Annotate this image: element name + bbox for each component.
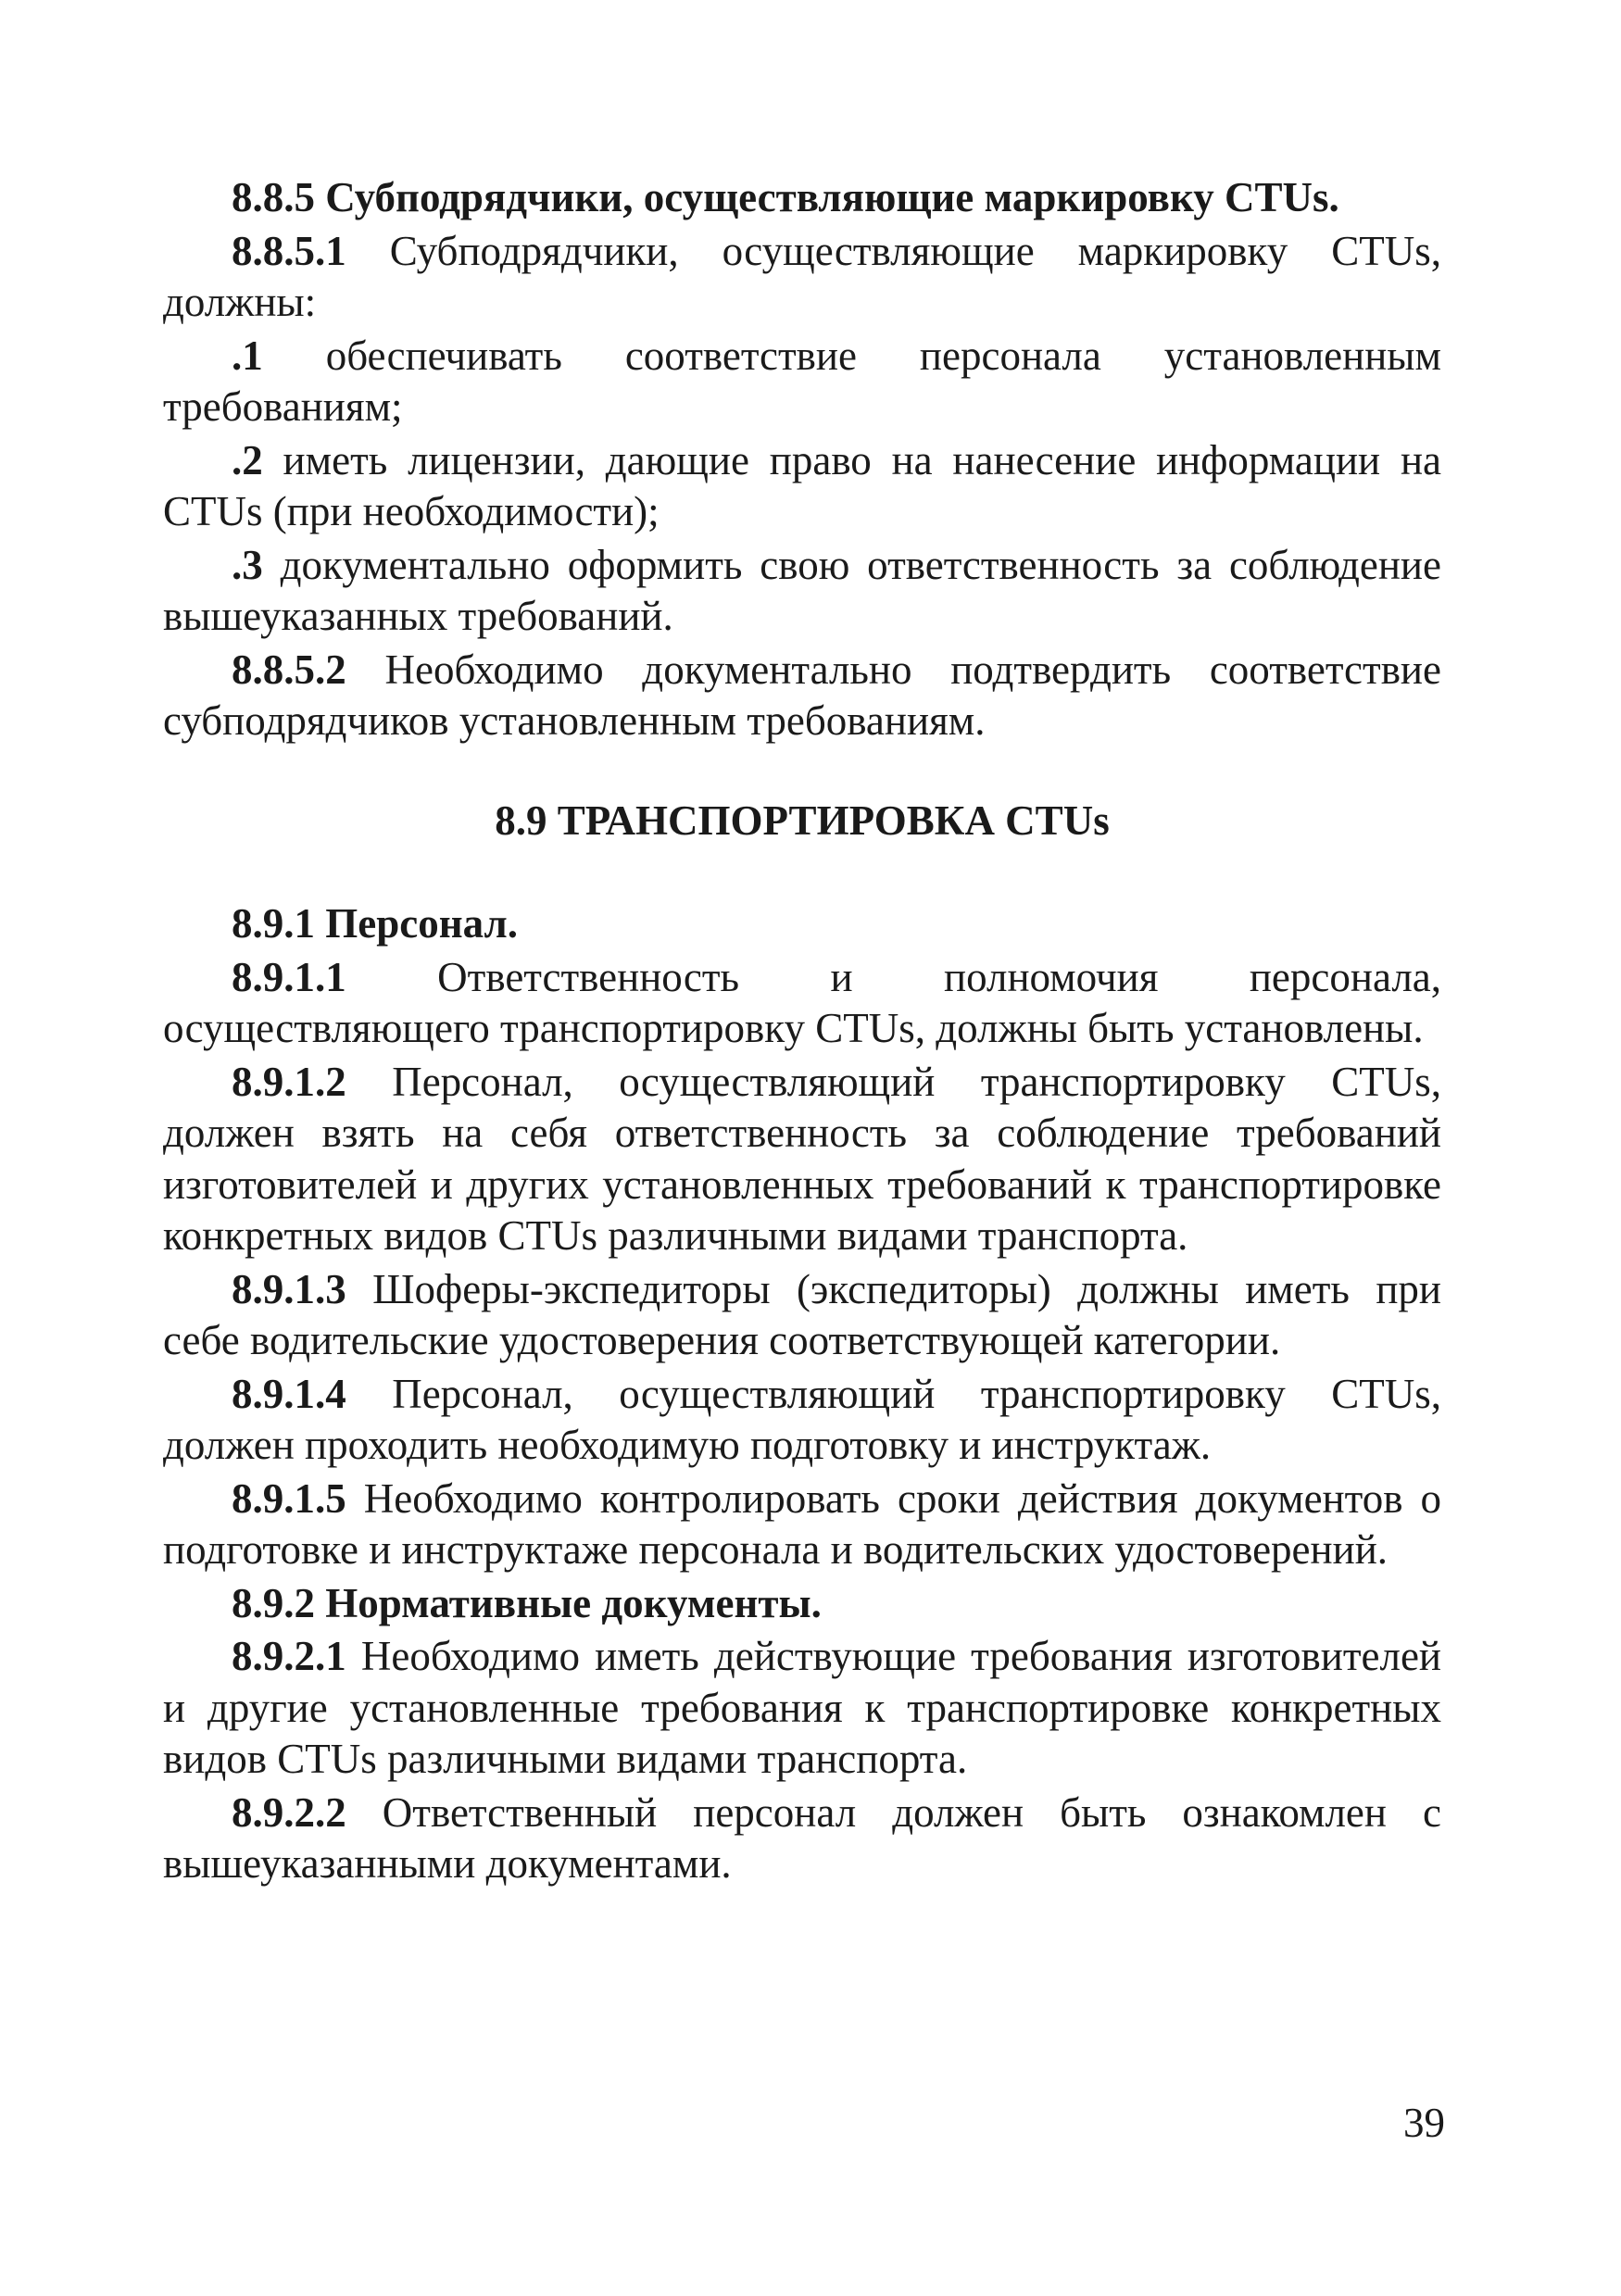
clause-paragraph [163, 645, 1441, 747]
clause-text: Необходимо иметь действующие требования изготовителей и другие установленные требования к транспортировке конкретных видов CTUs различными видами транспорта. [163, 1633, 1441, 1782]
clause-paragraph [163, 1057, 1441, 1262]
clause-number: 8.8.5.2 [232, 646, 346, 693]
list-item [163, 331, 1441, 433]
clause-number: 8.9.1 [232, 900, 315, 947]
item-number: .2 [232, 436, 263, 483]
clause-text: Необходимо контролировать сроки действия документов о подготовке и инструктаже персонала и водительских удостоверений. [163, 1474, 1441, 1573]
clause-paragraph [163, 226, 1441, 329]
clause-number: 8.9.1.3 [232, 1265, 346, 1312]
list-item [163, 540, 1441, 643]
heading-text: Персонал. [315, 900, 519, 947]
heading-text: Субподрядчики, осуществляющие маркировку CTUs. [315, 174, 1339, 220]
subsection-heading [163, 1578, 1441, 1630]
list-item [163, 435, 1441, 538]
document-page [163, 172, 1441, 1892]
clause-number: 8.9.2.2 [232, 1788, 346, 1836]
clause-paragraph [163, 1369, 1441, 1472]
clause-text: Субподрядчики, осуществляющие маркировку CTUs, должны: [163, 227, 1441, 325]
clause-number: 8.9.1.4 [232, 1370, 346, 1417]
clause-number: 8.9.1.5 [232, 1474, 346, 1522]
clause-paragraph [163, 952, 1441, 1055]
clause-text: Шоферы-экспедиторы (экспедиторы) должны иметь при себе водительские удостоверения соответствующей категории. [163, 1265, 1441, 1363]
clause-number: 8.8.5 [232, 174, 315, 220]
subsection-heading [163, 898, 1441, 950]
item-text: обеспечивать соответствие персонала установленным требованиям; [163, 332, 1441, 430]
clause-paragraph [163, 1788, 1441, 1890]
clause-text: Персонал, осуществляющий транспортировку CTUs, должен взять на себя ответственность за соблюдение требований изготовителей и других установленных требований к транспортировке конкретных видов CTUs различными видами транспорта. [163, 1058, 1441, 1259]
clause-number: 8.9.2.1 [232, 1633, 346, 1679]
heading-text: Нормативные документы. [315, 1579, 822, 1626]
clause-paragraph [163, 1474, 1441, 1576]
clause-number: 8.9.1.1 [232, 953, 346, 1000]
page-number: 39 [1403, 2100, 1445, 2146]
clause-text: Необходимо документально подтвердить соответствие субподрядчиков установленным требованиям. [163, 646, 1441, 744]
clause-number: 8.8.5.1 [232, 227, 346, 274]
section-title: 8.9 ТРАНСПОРТИРОВКА CTUs [495, 797, 1110, 844]
clause-number: 8.9.1.2 [232, 1058, 346, 1105]
item-text: документально оформить свою ответственность за соблюдение вышеуказанных требований. [163, 541, 1441, 639]
subsection-heading [163, 172, 1441, 224]
clause-number: 8.9.2 [232, 1579, 315, 1626]
item-number: .1 [232, 332, 263, 379]
clause-paragraph [163, 1631, 1441, 1786]
clause-paragraph [163, 1264, 1441, 1367]
clause-text: Ответственность и полномочия персонала, осуществляющего транспортировку CTUs, должны быть установлены. [163, 953, 1441, 1051]
clause-text: Персонал, осуществляющий транспортировку CTUs, должен проходить необходимую подготовку и инструктаж. [163, 1370, 1441, 1468]
item-number: .3 [232, 541, 263, 588]
clause-text: Ответственный персонал должен быть ознакомлен с вышеуказанными документами. [163, 1788, 1441, 1887]
item-text: иметь лицензии, дающие право на нанесение информации на CTUs (при необходимости); [163, 436, 1441, 534]
